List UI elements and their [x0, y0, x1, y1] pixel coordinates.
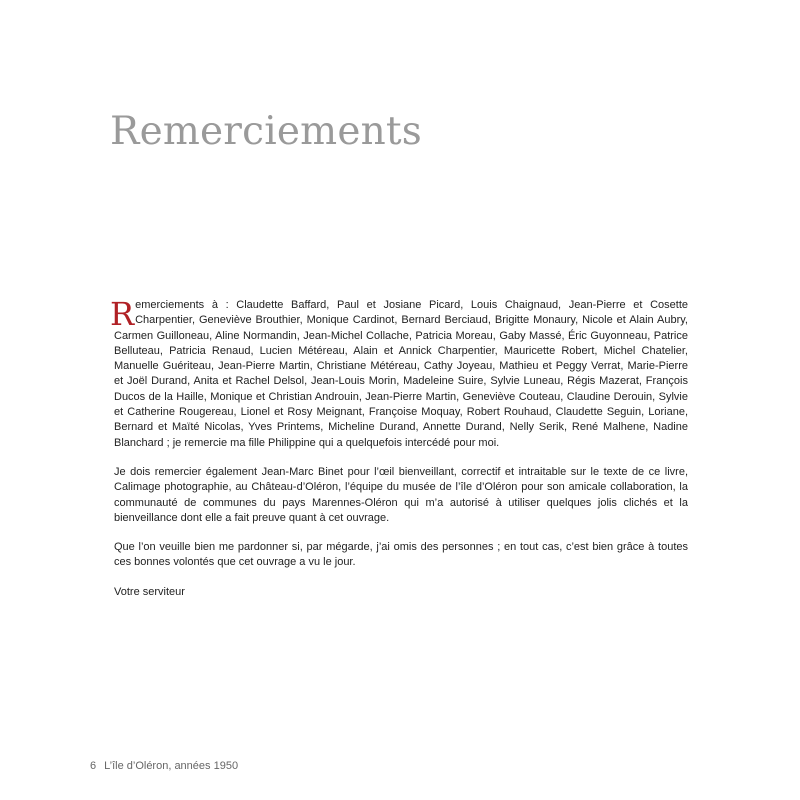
acknowledgements-body — [110, 295, 688, 600]
acknowledgements-list-paragraph — [110, 295, 688, 451]
thanks-paragraph: Je dois remercier également Jean-Marc Binet pour l’œil bienveillant, correctif et intraitable sur le texte de ce livre, Calimage photographie, au Château-d’Oléron, l’équipe du musée de l’île d’Oléron pour son amicale collaboration, la communauté de communes du pays Marennes-Oléron qui m’a autorisé à utiliser quelques jolis clichés et la bienveillance dont elle a fait preuve quant à cet ouvrage. — [114, 465, 688, 524]
acknowledgements-list-text: emerciements à : Claudette Baffard, Paul et Josiane Picard, Louis Chaignaud, Jean-Pierre et Cosette Charpentier, Geneviève Brouthier, Monique Cardinot, Bernard Berciaud, Brigitte Monaury, Nicole et Alain Aubry, Carmen Guilloneau, Aline Normandin, Jean-Michel Collache, Patricia Moreau, Gaby Massé, Éric Guyonneau, Patrice Belluteau, Patricia Renaud, Lucien Météreau, Alain et Annick Charpentier, Mauricette Robert, Michel Chatelier, Manuelle Guériteau, Jean-Pierre Martin, Christiane Météreau, Cathy Joyeau, Mathieu et Peggy Verrat, Marie-Pierre et Joël Durand, Anita et Rachel Delsol, Jean-Louis Morin, Madeleine Suire, Sylvie Luneau, Régis Mazerat, François Ducos de la Haille, Monique et Christian Androuin, Jean-Pierre Martin, Geneviève Couteau, Claudine Derouin, Sylvie et Catherine Rougereau, Lionel et Rosy Meignant, Françoise Moquay, Robert Rouhaud, Claudette Seguin, Loriane, Bernard et Maïté Nicolas, Yves Printems, Micheline Durand, Annette Durand, Nelly Serik, René Malhene, Nadine Blanchard ; je remercie ma fille Philippine qui a quelquefois intercédé pour moi. — [114, 299, 688, 449]
signature: Votre serviteur — [114, 585, 185, 598]
apology-paragraph: Que l’on veuille bien me pardonner si, par mégarde, j’ai omis des personnes ; en tout cas, c’est bien grâce à toutes ces bonnes volontés que cet ouvrage a vu le jour. — [114, 541, 688, 569]
page-title: Remerciements — [110, 109, 423, 154]
page-number: 6 — [90, 760, 97, 772]
drop-cap: R — [110, 295, 135, 333]
page-footer — [90, 760, 238, 772]
running-title: L’île d’Oléron, années 1950 — [104, 760, 239, 772]
